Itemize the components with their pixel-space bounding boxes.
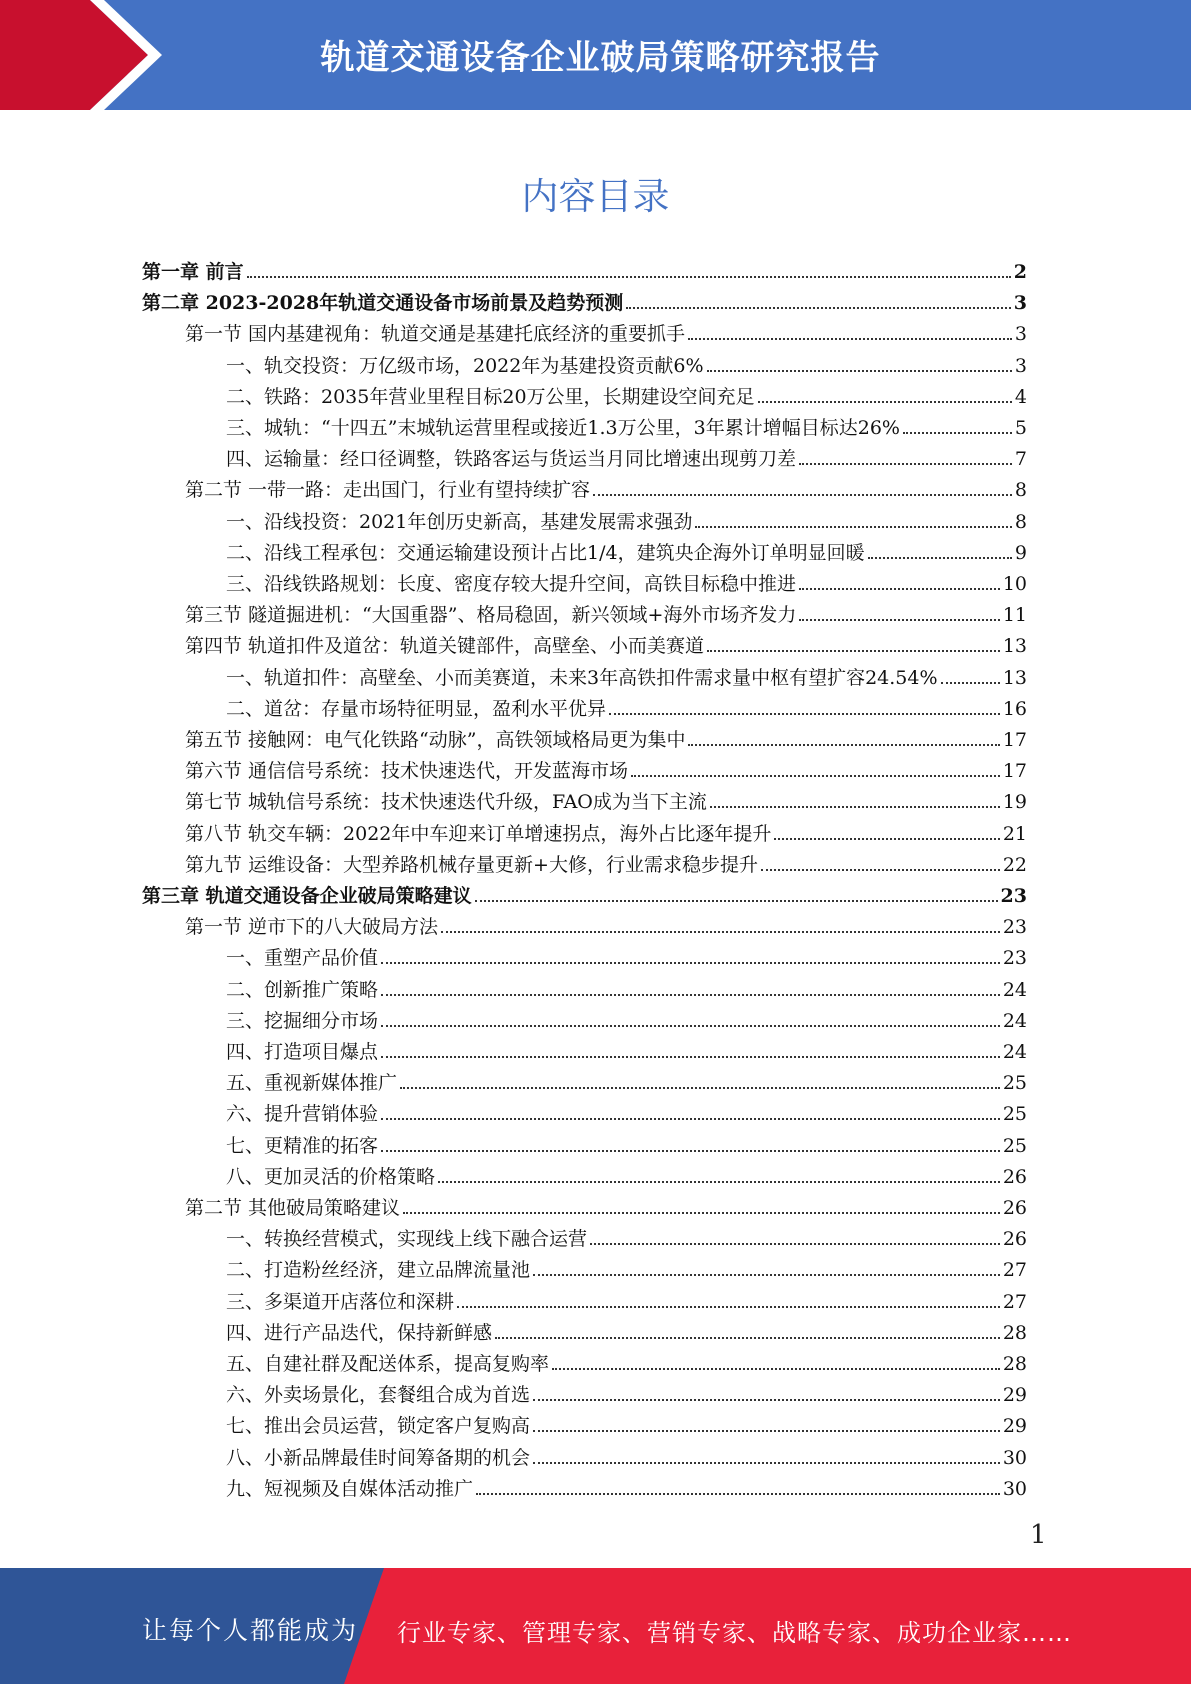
toc-entry-page: 30: [1002, 1477, 1027, 1500]
toc-entry-page: 23: [1002, 916, 1027, 939]
toc-entry[interactable]: [142, 1002, 1027, 1033]
toc-entry-page: 26: [1002, 1165, 1027, 1188]
toc-entry-title: 第九节 运维设备：大型养路机械存量更新+大修，行业需求稳步提升: [185, 853, 758, 876]
toc-entry-title: 四、打造项目爆点: [226, 1041, 379, 1063]
toc-entry-page: 25: [1002, 1072, 1027, 1095]
toc-entry-page: 27: [1002, 1290, 1027, 1313]
toc-entry-page: 10: [1002, 573, 1027, 595]
toc-entry[interactable]: [142, 1064, 1027, 1095]
toc-entry[interactable]: [142, 659, 1027, 690]
toc-leader-dots: [609, 713, 1000, 715]
toc-entry[interactable]: [142, 815, 1027, 846]
toc-leader-dots: [403, 1212, 1000, 1214]
toc-entry-title: 七、更精准的拓客: [226, 1134, 379, 1157]
toc-entry-page: 8: [1014, 510, 1027, 533]
toc-entry-title: 二、道岔：存量市场特征明显，盈利水平优异: [226, 697, 607, 720]
toc-entry[interactable]: [142, 347, 1027, 378]
toc-leader-dots: [626, 307, 1011, 309]
toc-entry-page: 5: [1014, 417, 1027, 439]
toc-entry[interactable]: [142, 846, 1027, 877]
toc-leader-dots: [533, 1430, 1000, 1432]
toc-entry[interactable]: [142, 690, 1027, 721]
toc-leader-dots: [441, 931, 1000, 933]
toc-leader-dots: [799, 588, 1000, 590]
toc-leader-dots: [381, 1118, 1000, 1120]
toc-entry[interactable]: [142, 471, 1027, 502]
toc-entry-page: 27: [1002, 1259, 1027, 1282]
toc-entry[interactable]: [142, 1127, 1027, 1158]
toc-leader-dots: [438, 1181, 1000, 1183]
toc-entry-page: 13: [1002, 635, 1027, 658]
page-number: 1: [1030, 1520, 1047, 1550]
toc-entry-title: 五、重视新媒体推广: [226, 1072, 398, 1095]
toc-leader-dots: [495, 1337, 1000, 1339]
toc-entry-title: 四、进行产品迭代，保持新鲜感: [226, 1321, 493, 1344]
toc-entry-title: 九、短视频及自媒体活动推广: [226, 1477, 474, 1500]
toc-leader-dots: [457, 1306, 1000, 1308]
toc-entry-page: 25: [1002, 1134, 1027, 1157]
toc-entry[interactable]: [142, 565, 1027, 596]
toc-entry-page: 24: [1002, 978, 1027, 1001]
toc-entry-page: 2: [1013, 261, 1027, 283]
toc-entry-title: 六、提升营销体验: [226, 1103, 379, 1126]
toc-entry[interactable]: [142, 908, 1027, 939]
toc-leader-dots: [941, 682, 1000, 684]
toc-entry-page: 23: [1000, 885, 1027, 907]
toc-leader-dots: [710, 806, 1000, 808]
toc-entry[interactable]: [142, 1158, 1027, 1189]
toc-entry-title: 第三节 隧道掘进机：“大国重器”、格局稳固，新兴领域+海外市场齐发力: [185, 604, 797, 627]
toc-entry-page: 24: [1002, 1009, 1027, 1032]
toc-entry[interactable]: [142, 752, 1027, 783]
toc-leader-dots: [631, 775, 1000, 777]
toc-entry[interactable]: [142, 315, 1027, 346]
toc-leader-dots: [476, 1493, 1000, 1495]
toc-entry[interactable]: [142, 627, 1027, 658]
toc-leader-dots: [688, 744, 999, 746]
toc-entry[interactable]: [142, 1251, 1027, 1282]
toc-entry-page: 7: [1014, 448, 1027, 471]
toc-leader-dots: [381, 1056, 1000, 1058]
report-header: [0, 0, 1191, 110]
toc-entry-title: 八、更加灵活的价格策略: [226, 1165, 436, 1188]
toc-entry-page: 29: [1002, 1415, 1027, 1438]
toc-entry-page: 22: [1002, 853, 1027, 876]
toc-entry-title: 七、推出会员运营，锁定客户复购高: [226, 1415, 531, 1438]
toc-leader-dots: [799, 463, 1012, 465]
toc-entry-title: 三、挖掘细分市场: [226, 1009, 379, 1032]
toc-entry-title: 第一节 逆市下的八大破局方法: [185, 916, 439, 939]
toc-leader-dots: [761, 869, 1000, 871]
footer-slogan-left: 让每个人都能成为: [142, 1616, 359, 1645]
toc-entry-page: 3: [1014, 323, 1027, 346]
toc-entry-page: 8: [1014, 479, 1027, 502]
toc-entry-page: 26: [1002, 1197, 1027, 1219]
toc-entry-title: 二、沿线工程承包：交通运输建设预计占比1/4，建筑央企海外订单明显回暖: [226, 541, 865, 564]
toc-leader-dots: [552, 1368, 1000, 1370]
footer-slogan-right: 行业专家、管理专家、营销专家、战略专家、成功企业家……: [397, 1619, 1072, 1647]
toc-entry[interactable]: [142, 1470, 1027, 1501]
toc-entry-title: 二、创新推广策略: [226, 978, 379, 1001]
toc-entry-title: 第八节 轨交车辆：2022年中车迎来订单增速拐点，海外占比逐年提升: [185, 822, 772, 845]
toc-entry-page: 25: [1002, 1103, 1027, 1126]
toc-entry[interactable]: [142, 440, 1027, 471]
toc-entry[interactable]: [142, 1314, 1027, 1345]
toc-entry-page: 4: [1014, 385, 1027, 408]
toc-entry[interactable]: [142, 877, 1027, 908]
toc-entry[interactable]: [142, 1033, 1027, 1064]
toc-entry-title: 一、转换经营模式，实现线上线下融合运营: [226, 1228, 588, 1251]
toc-entry[interactable]: [142, 378, 1027, 409]
toc-entry-title: 一、轨交投资：万亿级市场，2022年为基建投资贡献6%: [226, 354, 704, 377]
toc-entry-title: 三、城轨：“十四五”末城轨运营里程或接近1.3万公里，3年累计增幅目标达26%: [226, 417, 900, 439]
toc-entry-title: 八、小新品牌最佳时间筹备期的机会: [226, 1446, 531, 1469]
toc-entry-title: 第二节 其他破局策略建议: [185, 1197, 401, 1219]
toc-entry-title: 第六节 通信信号系统：技术快速迭代，开发蓝海市场: [185, 760, 629, 783]
toc-entry-page: 30: [1002, 1446, 1027, 1469]
toc-entry-title: 二、铁路：2035年营业里程目标20万公里，长期建设空间充足: [226, 385, 755, 408]
toc-leader-dots: [533, 1274, 1000, 1276]
toc-entry-title: 第五节 接触网：电气化铁路“动脉”，高铁领域格局更为集中: [185, 729, 686, 751]
toc-leader-dots: [533, 1462, 1000, 1464]
toc-leader-dots: [799, 619, 999, 621]
toc-entry-page: 13: [1002, 666, 1027, 689]
toc-leader-dots: [247, 276, 1011, 278]
toc-entry-title: 五、自建社群及配送体系，提高复购率: [226, 1353, 550, 1375]
toc-leader-dots: [593, 494, 1012, 496]
toc-entry-title: 三、沿线铁路规划：长度、密度存较大提升空间，高铁目标稳中推进: [226, 573, 797, 595]
toc-leader-dots: [381, 962, 1000, 964]
toc-entry-title: 一、沿线投资：2021年创历史新高，基建发展需求强劲: [226, 510, 693, 533]
toc-entry[interactable]: [142, 596, 1027, 627]
toc-entry-page: 23: [1002, 947, 1027, 970]
toc-entry-title: 第四节 轨道扣件及道岔：轨道关键部件，高壁垒、小而美赛道: [185, 635, 705, 658]
toc-entry-page: 29: [1002, 1384, 1027, 1407]
toc-entry[interactable]: [142, 721, 1027, 752]
toc-entry-title: 四、运输量：经口径调整，铁路客运与货运当月同比增速出现剪刀差: [226, 448, 797, 471]
toc-leader-dots: [688, 338, 1012, 340]
toc-leader-dots: [868, 557, 1012, 559]
toc-entry-page: 11: [1002, 604, 1027, 627]
toc-entry[interactable]: [142, 253, 1027, 284]
toc-entry-title: 六、外卖场景化，套餐组合成为首选: [226, 1384, 531, 1407]
toc-title: 内容目录: [521, 175, 670, 218]
toc-entry-page: 28: [1002, 1321, 1027, 1344]
toc-leader-dots: [695, 526, 1012, 528]
toc-entry-page: 16: [1002, 697, 1027, 720]
toc-entry[interactable]: [142, 1439, 1027, 1470]
toc-leader-dots: [381, 994, 1000, 996]
toc-entry[interactable]: [142, 284, 1027, 315]
toc-entry-page: 19: [1002, 791, 1027, 814]
toc-entry[interactable]: [142, 409, 1027, 440]
toc-entry[interactable]: [142, 1189, 1027, 1220]
toc-entry-title: 第三章 轨道交通设备企业破局策略建议: [142, 885, 472, 907]
toc-entry[interactable]: [142, 1407, 1027, 1438]
toc-entry-title: 第一章 前言: [142, 261, 244, 283]
toc-entry[interactable]: [142, 1220, 1027, 1251]
toc-leader-dots: [707, 650, 1000, 652]
toc-entry-page: 3: [1014, 354, 1027, 377]
toc-entry-page: 9: [1014, 541, 1027, 564]
toc-entry-page: 28: [1002, 1353, 1027, 1375]
toc-entry[interactable]: [142, 503, 1027, 534]
toc-entry-page: 24: [1002, 1041, 1027, 1063]
toc-entry-page: 26: [1002, 1228, 1027, 1251]
toc-entry-title: 一、重塑产品价值: [226, 947, 379, 970]
toc-entry-page: 21: [1002, 822, 1027, 845]
toc-entry[interactable]: [142, 1376, 1027, 1407]
toc-entry[interactable]: [142, 783, 1027, 814]
toc-entry[interactable]: [142, 1345, 1027, 1376]
toc-entry[interactable]: [142, 939, 1027, 970]
toc-entry-page: 3: [1013, 292, 1027, 315]
toc-entry-title: 第二章 2023-2028年轨道交通设备市场前景及趋势预测: [142, 292, 624, 315]
toc-entry-title: 一、轨道扣件：高壁垒、小而美赛道，未来3年高铁扣件需求量中枢有望扩容24.54%: [226, 666, 938, 689]
toc-entry[interactable]: [142, 1095, 1027, 1126]
toc-leader-dots: [590, 1243, 1000, 1245]
toc-leader-dots: [475, 900, 998, 902]
toc-entry-page: 17: [1002, 760, 1027, 783]
toc-leader-dots: [707, 370, 1012, 372]
toc-leader-dots: [774, 838, 999, 840]
toc-leader-dots: [903, 432, 1012, 434]
toc-leader-dots: [400, 1087, 1000, 1089]
toc-entry-title: 第一节 国内基建视角：轨道交通是基建托底经济的重要抓手: [185, 323, 686, 346]
toc-entry[interactable]: [142, 971, 1027, 1002]
toc-leader-dots: [381, 1150, 1000, 1152]
toc-entry-title: 第二节 一带一路：走出国门，行业有望持续扩容: [185, 479, 591, 502]
footer-banner: [0, 1568, 1191, 1684]
toc-entry-title: 第七节 城轨信号系统：技术快速迭代升级，FAO成为当下主流: [185, 791, 707, 814]
toc-entry-page: 17: [1002, 729, 1027, 751]
toc-entry[interactable]: [142, 534, 1027, 565]
toc-entry-title: 二、打造粉丝经济，建立品牌流量池: [226, 1259, 531, 1282]
report-title: 轨道交通设备企业破局策略研究报告: [320, 38, 881, 78]
toc-entry-title: 三、多渠道开店落位和深耕: [226, 1290, 455, 1313]
toc-leader-dots: [381, 1025, 1000, 1027]
toc-leader-dots: [758, 401, 1012, 403]
toc-entry[interactable]: [142, 1283, 1027, 1314]
toc-leader-dots: [533, 1399, 1000, 1401]
